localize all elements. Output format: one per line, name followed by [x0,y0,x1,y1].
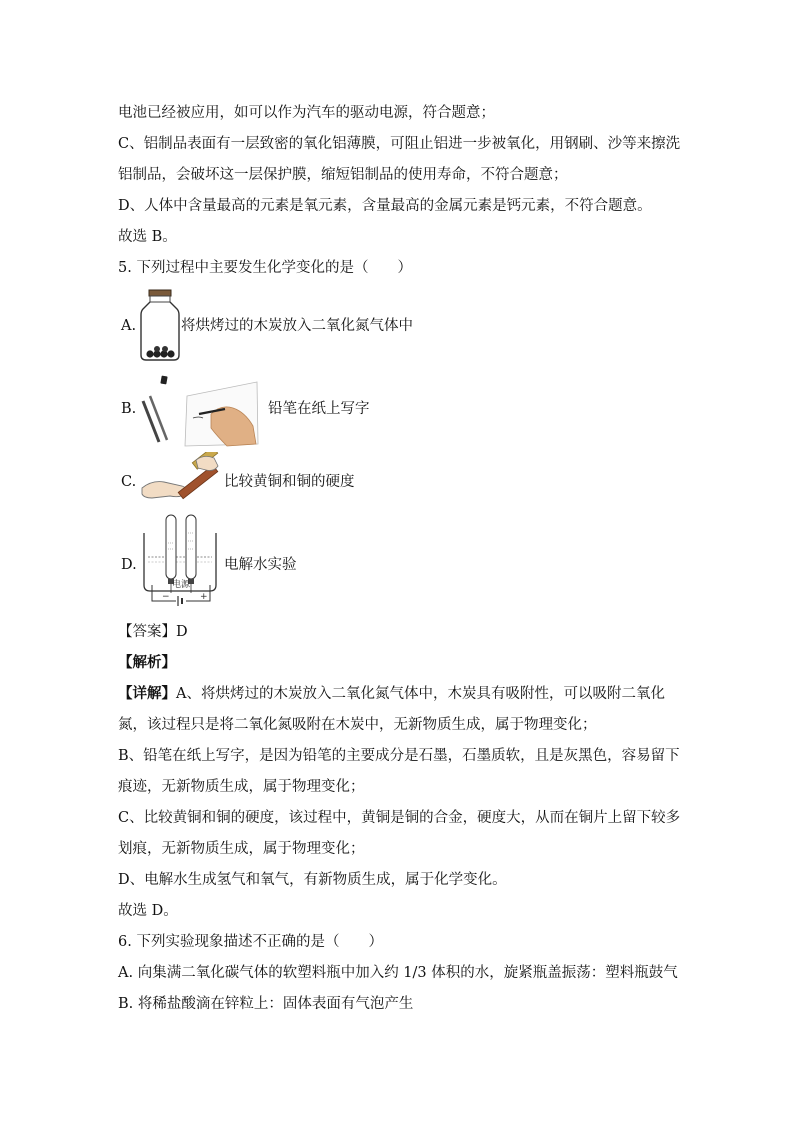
brass-copper-figure [138,452,228,506]
question-6-stem: 6. 下列实验现象描述不正确的是（ ） [118,934,383,950]
power-source-label: 电源 [171,580,191,590]
option-a-label: A. [121,318,137,334]
detail-text: A、将烘烤过的木炭放入二氧化氮气体中，木炭具有吸附性，可以吸附二氧化 [176,686,665,702]
answer: 【答案】D [118,624,188,640]
question-5-stem: 5. 下列过程中主要发生化学变化的是（ ） [118,260,412,276]
detail-line-1 [118,684,665,704]
pencil-writing-figure [141,374,261,450]
option-d-label: D. [121,557,137,573]
analysis-title: 【解析】 [118,654,176,671]
detail-line: 划痕，无新物质生成，属于物理变化； [118,841,365,857]
jar-figure [137,289,183,363]
electrolysis-figure [138,513,224,607]
text-line: D、人体中含量最高的元素是氧元素，含量最高的金属元素是钙元素，不符合题意。 [118,198,652,214]
text-line: 故选 B。 [118,229,177,245]
negative-terminal-label: − [162,592,170,602]
text-line: 铝制品，会破坏这一层保护膜，缩短铝制品的使用寿命，不符合题意； [118,167,568,183]
question-6-option-a: A. 向集满二氧化碳气体的软塑料瓶中加入约 1/3 体积的水，旋紧瓶盖振荡：塑料瓶鼓气 [118,965,678,981]
option-a-text: 将烘烤过的木炭放入二氧化氮气体中 [181,318,413,334]
detail-tag: 【详解】 [118,685,176,702]
option-d-text: 电解水实验 [224,557,297,573]
text-line: 电池已经被应用，如可以作为汽车的驱动电源，符合题意； [118,105,495,121]
option-b-label: B. [121,401,137,417]
detail-line: B、铅笔在纸上写字，是因为铅笔的主要成分是石墨，石墨质软，且是灰黑色，容易留下 [118,748,680,764]
choose-line: 故选 D。 [118,903,178,919]
detail-line: D、电解水生成氢气和氧气，有新物质生成，属于化学变化。 [118,872,507,888]
option-c-label: C. [121,474,137,490]
question-6-option-b: B. 将稀盐酸滴在锌粒上：固体表面有气泡产生 [118,996,414,1012]
option-b-text: 铅笔在纸上写字 [268,401,370,417]
positive-terminal-label: + [200,592,208,602]
text-line: C、铝制品表面有一层致密的氧化铝薄膜，可阻止铝进一步被氧化，用钢刷、沙等来擦洗 [118,136,681,152]
detail-line: C、比较黄铜和铜的硬度，该过程中，黄铜是铜的合金，硬度大，从而在铜片上留下较多 [118,810,681,826]
option-c-text: 比较黄铜和铜的硬度 [224,474,355,490]
detail-line: 氮，该过程只是将二氧化氮吸附在木炭中，无新物质生成，属于物理变化； [118,717,597,733]
detail-line: 痕迹，无新物质生成，属于物理变化； [118,779,365,795]
